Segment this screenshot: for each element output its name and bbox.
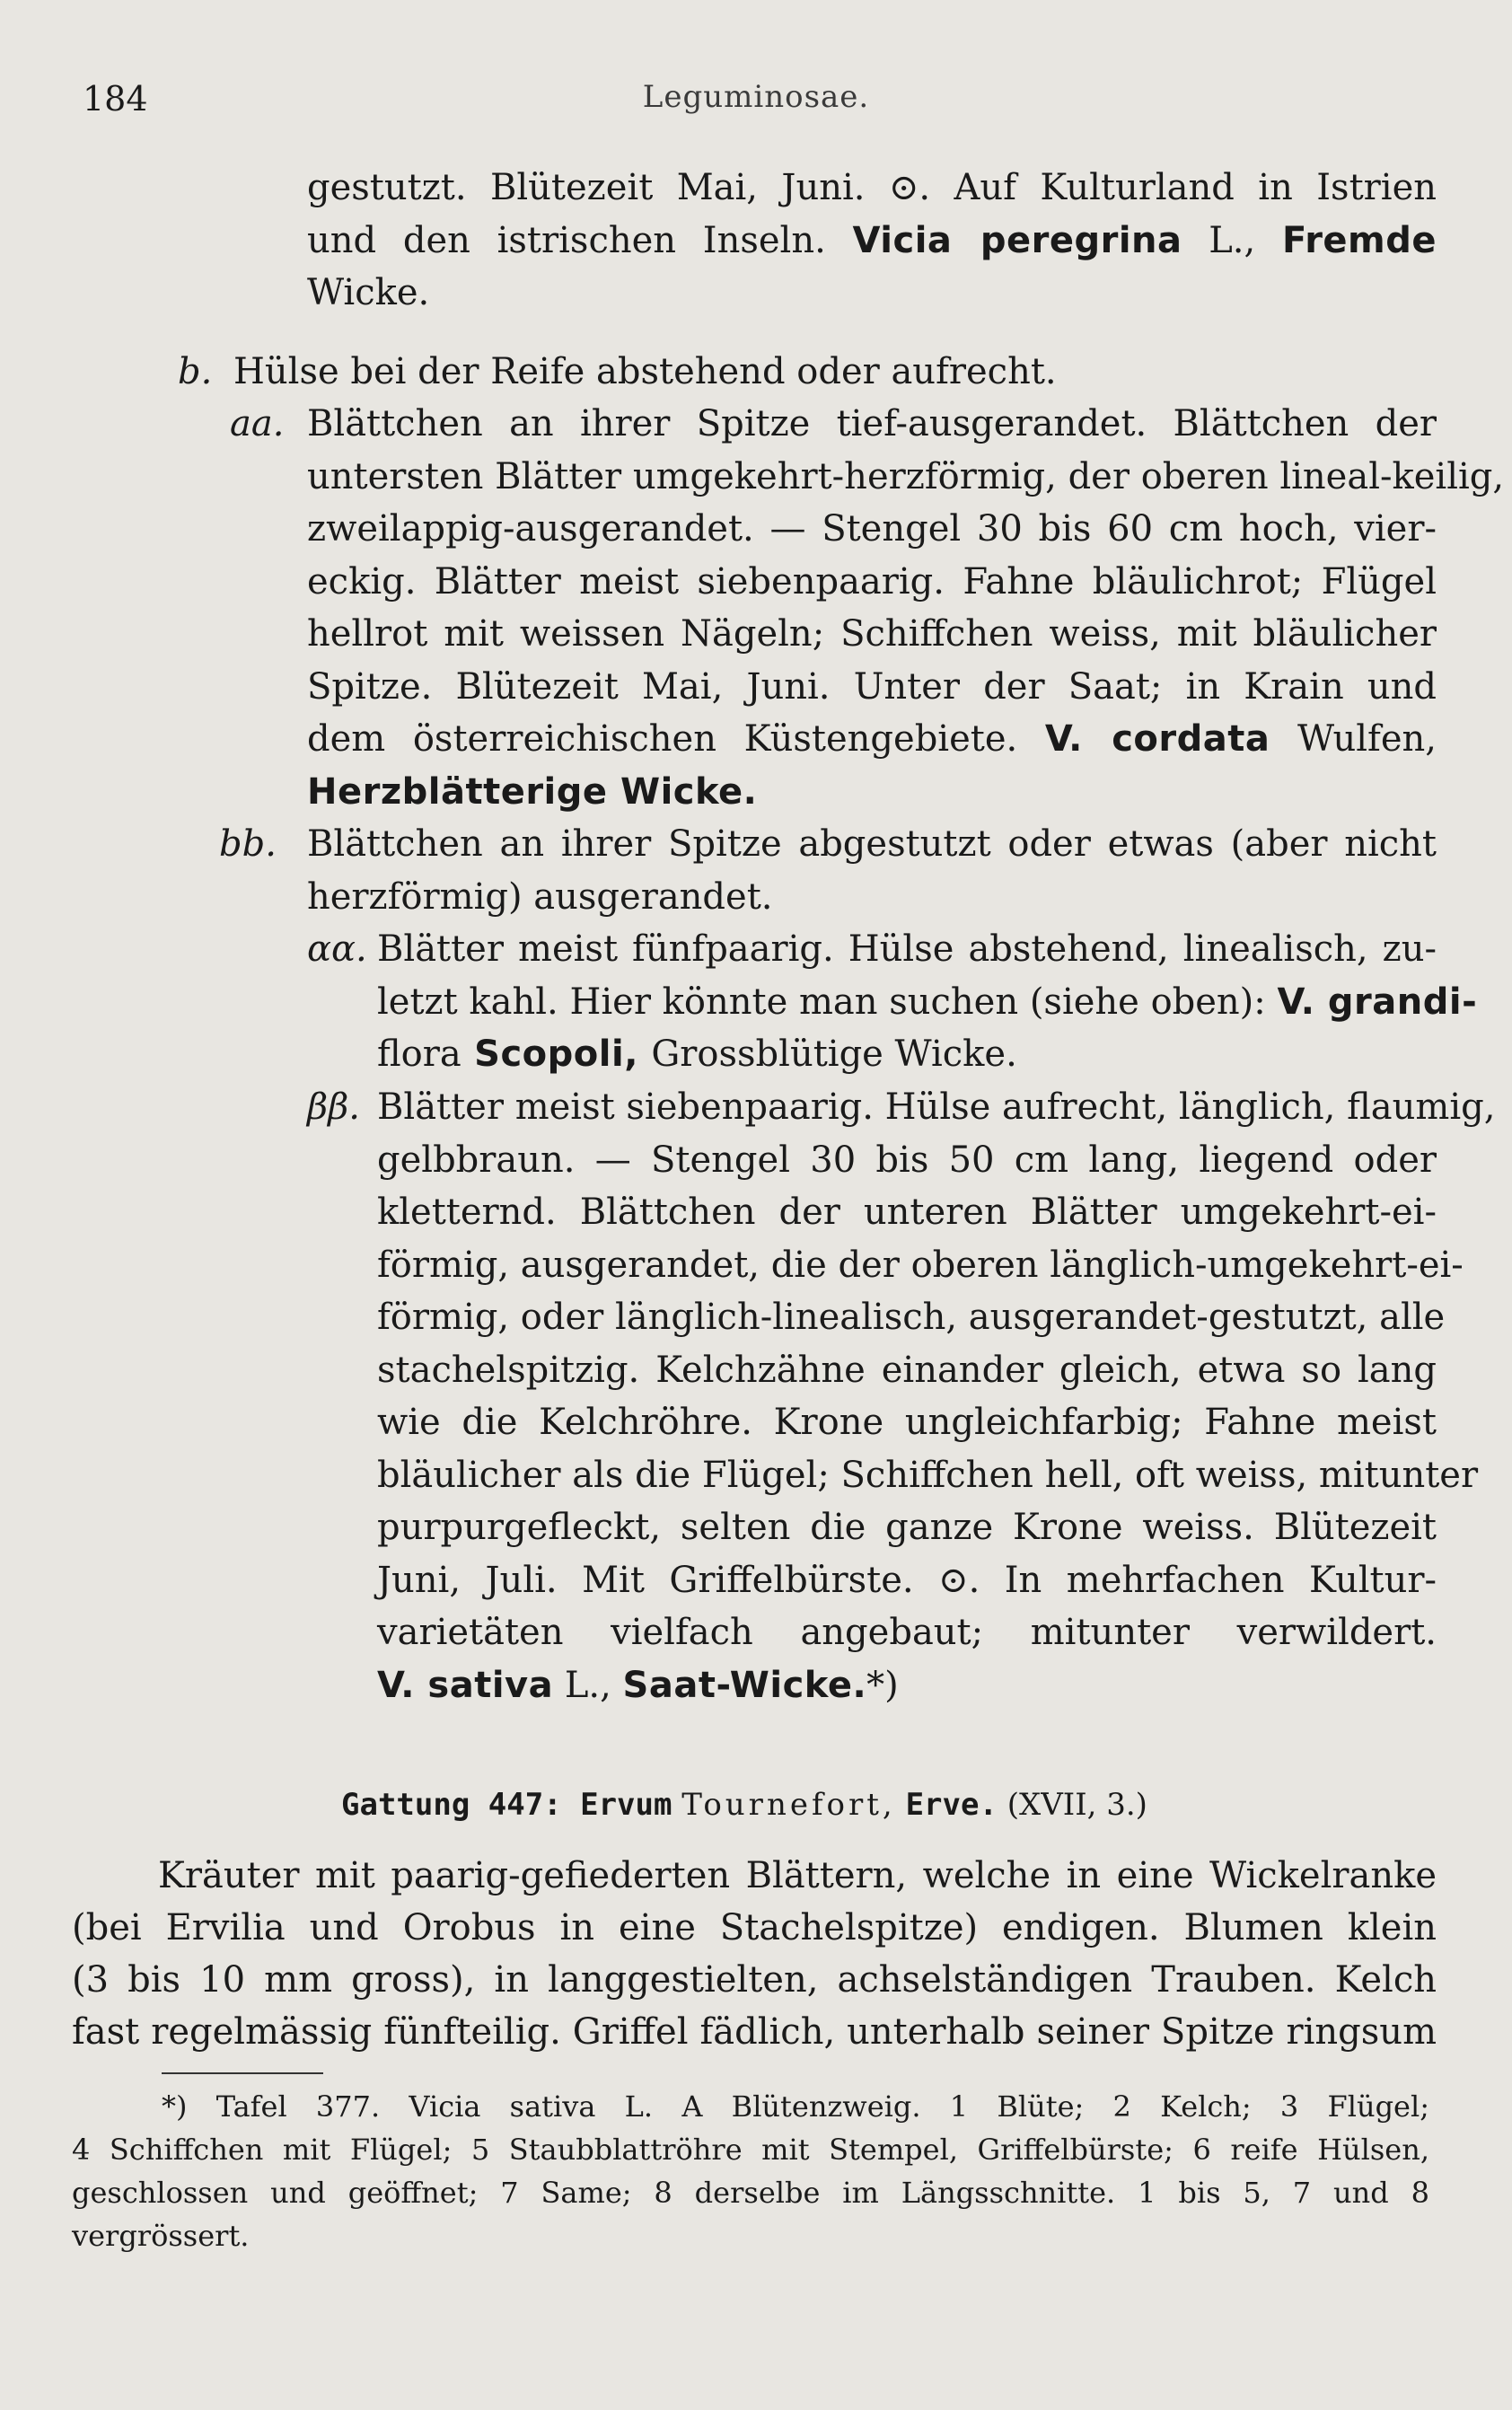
text-line: Hülse bei der Reife abstehend oder aufrecht. (233, 351, 1057, 392)
entry-bb (307, 818, 1437, 923)
text-line: Wicke. (307, 272, 430, 313)
footnote (72, 2085, 1429, 2257)
bold-name: V. cordata (1044, 718, 1270, 760)
text-line: zweilappig-ausgerandet. — Stengel 30 bis 60 cm hoch, vier- (307, 508, 1437, 550)
bold-name: Saat-Wicke. (622, 1664, 867, 1706)
page-number: 184 (83, 79, 148, 119)
text-line: herzförmig) ausgerandet. (307, 875, 773, 918)
text-line: purpurgefleckt, selten die ganze Krone weiss. Blütezeit (377, 1507, 1437, 1548)
text-line: gelbbraun. — Stengel 30 bis 50 cm lang, liegend oder (377, 1139, 1437, 1181)
genus-heading (341, 1787, 1147, 1823)
text-line: gestutzt. Blütezeit Mai, Juni. ⊙. Auf Kulturland in Istrien (307, 167, 1437, 208)
text-line: V. sativa L., Saat-Wicke.*) (377, 1664, 899, 1706)
bold-name: Vicia peregrina (852, 219, 1182, 261)
text-line: kletternd. Blättchen der unteren Blätter umgekehrt-ei- (377, 1192, 1437, 1233)
entry-aa (307, 398, 1505, 818)
text-line: Spitze. Blütezeit Mai, Juni. Unter der Saat; in Krain und (307, 665, 1437, 708)
entry-alpha (377, 923, 1478, 1081)
genus-common-name: Erve. (905, 1787, 998, 1823)
running-title: Leguminosae. (642, 79, 870, 115)
text-line: varietäten vielfach angebaut; mitunter verwildert. (377, 1612, 1437, 1653)
text-line: und den istrischen Inseln. Vicia peregrina L., Fremde (307, 219, 1437, 261)
text-line: fast regelmässig fünfteilig. Griffel fädlich, unterhalb seiner Spitze ringsum (72, 2011, 1437, 2053)
footnote-line: *) Tafel 377. Vicia sativa L. A Blütenzweig. 1 Blüte; 2 Kelch; 3 Flügel; (162, 2089, 1429, 2124)
text-line: Kräuter mit paarig-gefiederten Blättern, welche in eine Wickelranke (158, 1855, 1437, 1896)
text-line: stachelspitzig. Kelchzähne einander gleich, etwa so lang (377, 1349, 1437, 1391)
key-marker-beta: ββ. (307, 1086, 360, 1128)
entry-beta (377, 1081, 1496, 1711)
text-line: Blättchen an ihrer Spitze tief-ausgerandet. Blättchen der (307, 403, 1437, 444)
key-marker-alpha: αα. (307, 928, 367, 970)
text-line: untersten Blätter umgekehrt-herzförmig, der oberen lineal-keilig, (307, 455, 1505, 497)
footnote-line: geschlossen und geöffnet; 7 Same; 8 derselbe im Längsschnitte. 1 bis 5, 7 und 8 (72, 2176, 1429, 2210)
bold-name: Fremde (1281, 219, 1437, 261)
genus-reference: (XVII, 3.) (1007, 1787, 1147, 1823)
text-line: (3 bis 10 mm gross), in langgestielten, achselständigen Trauben. Kelch (72, 1959, 1437, 2001)
text-line (307, 766, 1437, 819)
footnote-rule (162, 2072, 323, 2074)
text-line: wie die Kelchröhre. Krone ungleichfarbig; Fahne meist (377, 1402, 1437, 1443)
bold-name: Scopoli, (461, 1033, 652, 1075)
text-line: förmig, ausgerandet, die der oberen länglich-umgekehrt-ei- (377, 1244, 1464, 1286)
genus-label: Gattung 447: Ervum (341, 1787, 672, 1823)
key-marker-aa: aa. (230, 403, 285, 444)
text-line: hellrot mit weissen Nägeln; Schiffchen weiss, mit bläulicher (307, 613, 1437, 655)
footnote-line: vergrössert. (72, 2219, 250, 2253)
entry-b (233, 346, 1437, 399)
text-line: dem österreichischen Küstengebiete. V. cordata Wulfen, (307, 718, 1437, 760)
page-header (83, 79, 1429, 128)
text-line: bläulicher als die Flügel; Schiffchen hell, oft weiss, mitunter (377, 1454, 1479, 1496)
text-line: Blätter meist siebenpaarig. Hülse aufrecht, länglich, flaumig, (377, 1086, 1496, 1128)
text-line: Juni, Juli. Mit Griffelbürste. ⊙. In mehrfachen Kultur- (377, 1559, 1437, 1601)
key-marker-b: b. (178, 351, 213, 392)
key-marker-bb: bb. (219, 823, 277, 865)
text-line: letzt kahl. Hier könnte man suchen (siehe oben): V. grandi- (377, 981, 1478, 1023)
genus-author: Tournefort, (681, 1787, 896, 1823)
text-line: flora Scopoli, Grossblütige Wicke. (377, 1033, 1017, 1075)
text-line: Blättchen an ihrer Spitze abgestutzt oder etwas (aber nicht (307, 823, 1437, 865)
text-line: Blätter meist fünfpaarig. Hülse abstehend, linealisch, zu- (377, 928, 1437, 970)
entry-intro (307, 162, 1437, 320)
bold-name: Herzblätterige Wicke. (307, 770, 758, 813)
text-line: (bei Ervilia und Orobus in eine Stachelspitze) endigen. Blumen klein (72, 1907, 1437, 1948)
bold-name: V. sativa (377, 1664, 554, 1706)
genus-description (72, 1850, 1437, 2058)
text-line: eckig. Blätter meist siebenpaarig. Fahne bläulichrot; Flügel (307, 560, 1437, 602)
footnote-line: 4 Schiffchen mit Flügel; 5 Staubblattröhre mit Stempel, Griffelbürste; 6 reife Hülsen, (72, 2133, 1429, 2167)
text-line: förmig, oder länglich-linealisch, ausgerandet-gestutzt, alle (377, 1297, 1446, 1338)
bold-name: V. grandi- (1277, 981, 1478, 1023)
